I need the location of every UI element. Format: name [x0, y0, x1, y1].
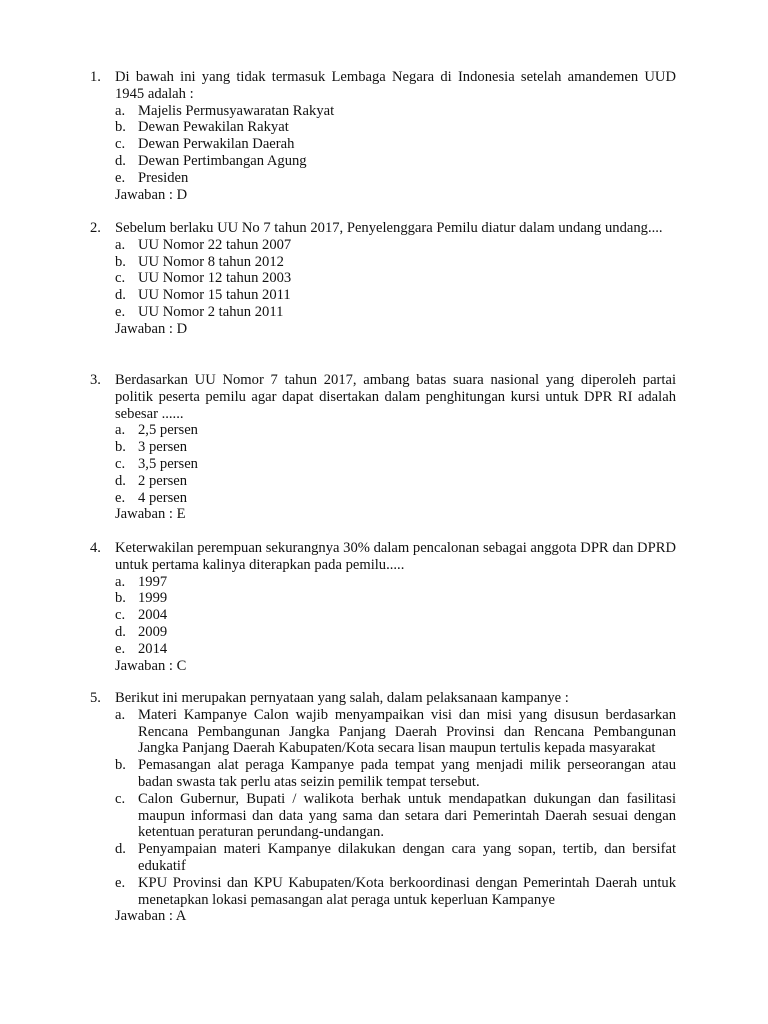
- answer-key: Jawaban : E: [115, 506, 186, 523]
- option-letter: d.: [115, 623, 126, 640]
- question-text: Di bawah ini yang tidak termasuk Lembaga Negara di Indonesia setelah amandemen UUD 1945 adalah :: [115, 69, 676, 102]
- option-e: [115, 875, 676, 909]
- option-b: [115, 439, 676, 456]
- option-list: [115, 103, 676, 187]
- option-b: [115, 757, 676, 791]
- option-a: [115, 103, 676, 120]
- question-number: 4.: [90, 540, 101, 556]
- option-text: 2 persen: [138, 472, 188, 489]
- question-2: [90, 220, 676, 338]
- option-text: Pemasangan alat peraga Kampanye pada tempat yang menjadi milik perseorangan atau badan swasta tak perlu atas seizin pemilik tempat tersebut.: [138, 757, 676, 790]
- option-a: [115, 574, 676, 591]
- option-c: [115, 791, 676, 841]
- question-4: [90, 540, 676, 674]
- option-text: Majelis Permusyawaratan Rakyat: [138, 102, 335, 119]
- option-d: [115, 287, 676, 304]
- option-list: [115, 422, 676, 506]
- answer-key: Jawaban : D: [115, 320, 188, 337]
- question-number: 5.: [90, 690, 101, 706]
- option-text: 1997: [138, 573, 168, 590]
- option-b: [115, 590, 676, 607]
- option-letter: b.: [115, 119, 126, 136]
- option-letter: e.: [115, 169, 126, 186]
- option-letter: d.: [115, 472, 126, 489]
- option-text: Materi Kampanye Calon wajib menyampaikan visi dan misi yang disusun berdasarkan Rencana Pembangunan Jangka Panjang Daerah Provinsi dan Rencana Pembangunan Jangka Panjang Daerah Kabupaten/Kota secara lisan maupun tertulis kepada masyarakat: [138, 706, 676, 757]
- option-b: [115, 119, 676, 136]
- option-d: [115, 841, 676, 875]
- option-letter: e.: [115, 303, 126, 320]
- option-a: [115, 422, 676, 439]
- option-text: 1999: [138, 590, 168, 607]
- option-list: [115, 237, 676, 321]
- option-letter: b.: [115, 757, 126, 774]
- option-letter: a.: [115, 573, 126, 590]
- option-letter: b.: [115, 253, 126, 270]
- question-number: 2.: [90, 220, 101, 236]
- option-list: [115, 707, 676, 909]
- option-text: Presiden: [138, 169, 189, 186]
- option-e: [115, 304, 676, 321]
- option-d: [115, 624, 676, 641]
- answer-key: Jawaban : A: [115, 908, 187, 925]
- option-text: UU Nomor 12 tahun 2003: [138, 270, 292, 287]
- option-text: 4 persen: [138, 489, 188, 506]
- option-letter: c.: [115, 270, 126, 287]
- question-text: Keterwakilan perempuan sekurangnya 30% dalam pencalonan sebagai anggota DPR dan DPRD untuk pertama kalinya diterapkan pada pemilu.....: [115, 540, 676, 573]
- option-c: [115, 607, 676, 624]
- option-text: Penyampaian materi Kampanye dilakukan dengan cara yang sopan, tertib, dan bersifat edukatif: [138, 841, 676, 874]
- option-letter: a.: [115, 236, 126, 253]
- option-letter: d.: [115, 841, 126, 858]
- option-letter: a.: [115, 706, 126, 723]
- option-text: Dewan Pewakilan Rakyat: [138, 119, 289, 136]
- answer-key: Jawaban : C: [115, 657, 187, 674]
- option-letter: e.: [115, 640, 126, 657]
- question-text: Berdasarkan UU Nomor 7 tahun 2017, ambang batas suara nasional yang diperoleh partai politik peserta pemilu agar dapat disertakan dalam penghitungan kursi untuk DPR RI adalah sebesar ......: [115, 372, 676, 422]
- option-letter: c.: [115, 607, 126, 624]
- option-text: 2014: [138, 640, 168, 657]
- option-text: Dewan Pertimbangan Agung: [138, 152, 307, 169]
- answer-key: Jawaban : D: [115, 186, 188, 203]
- option-text: Dewan Perwakilan Daerah: [138, 136, 295, 153]
- option-letter: d.: [115, 287, 126, 304]
- question-1: [90, 69, 676, 203]
- option-a: [115, 237, 676, 254]
- option-c: [115, 270, 676, 287]
- option-e: [115, 490, 676, 507]
- option-text: KPU Provinsi dan KPU Kabupaten/Kota berkoordinasi dengan Pemerintah Daerah untuk menetapkan lokasi pemasangan alat peraga untuk keperluan Kampanye: [138, 874, 676, 908]
- option-d: [115, 153, 676, 170]
- option-letter: a.: [115, 102, 126, 119]
- option-letter: b.: [115, 439, 126, 456]
- question-3: [90, 372, 676, 523]
- option-text: 2004: [138, 607, 168, 624]
- option-text: UU Nomor 22 tahun 2007: [138, 236, 292, 253]
- option-letter: d.: [115, 152, 126, 169]
- option-c: [115, 456, 676, 473]
- question-text: Berikut ini merupakan pernyataan yang salah, dalam pelaksanaan kampanye :: [115, 690, 569, 706]
- question-text: Sebelum berlaku UU No 7 tahun 2017, Penyelenggara Pemilu diatur dalam undang undang....: [115, 220, 663, 236]
- option-e: [115, 170, 676, 187]
- option-list: [115, 574, 676, 658]
- option-a: [115, 707, 676, 757]
- option-letter: a.: [115, 422, 126, 439]
- option-e: [115, 641, 676, 658]
- option-b: [115, 254, 676, 271]
- option-text: UU Nomor 2 tahun 2011: [138, 303, 284, 320]
- option-letter: c.: [115, 790, 126, 807]
- option-text: 3 persen: [138, 439, 188, 456]
- option-text: UU Nomor 15 tahun 2011: [138, 287, 291, 304]
- option-text: 2009: [138, 623, 168, 640]
- question-5: [90, 690, 676, 925]
- option-text: UU Nomor 8 tahun 2012: [138, 253, 284, 270]
- option-d: [115, 473, 676, 490]
- option-letter: c.: [115, 455, 126, 472]
- option-text: 3,5 persen: [138, 455, 198, 472]
- option-letter: e.: [115, 874, 126, 891]
- option-letter: e.: [115, 489, 126, 506]
- option-c: [115, 136, 676, 153]
- question-number: 3.: [90, 372, 101, 388]
- option-letter: c.: [115, 136, 126, 153]
- option-text: 2,5 persen: [138, 422, 198, 439]
- option-text: Calon Gubernur, Bupati / walikota berhak untuk mendapatkan dukungan dan fasilitasi maupun informasi dan data yang sama dan setara dari Pemerintah Daerah sesuai dengan ketentuan peraturan perundang-undangan.: [138, 790, 676, 841]
- question-number: 1.: [90, 69, 101, 85]
- option-letter: b.: [115, 590, 126, 607]
